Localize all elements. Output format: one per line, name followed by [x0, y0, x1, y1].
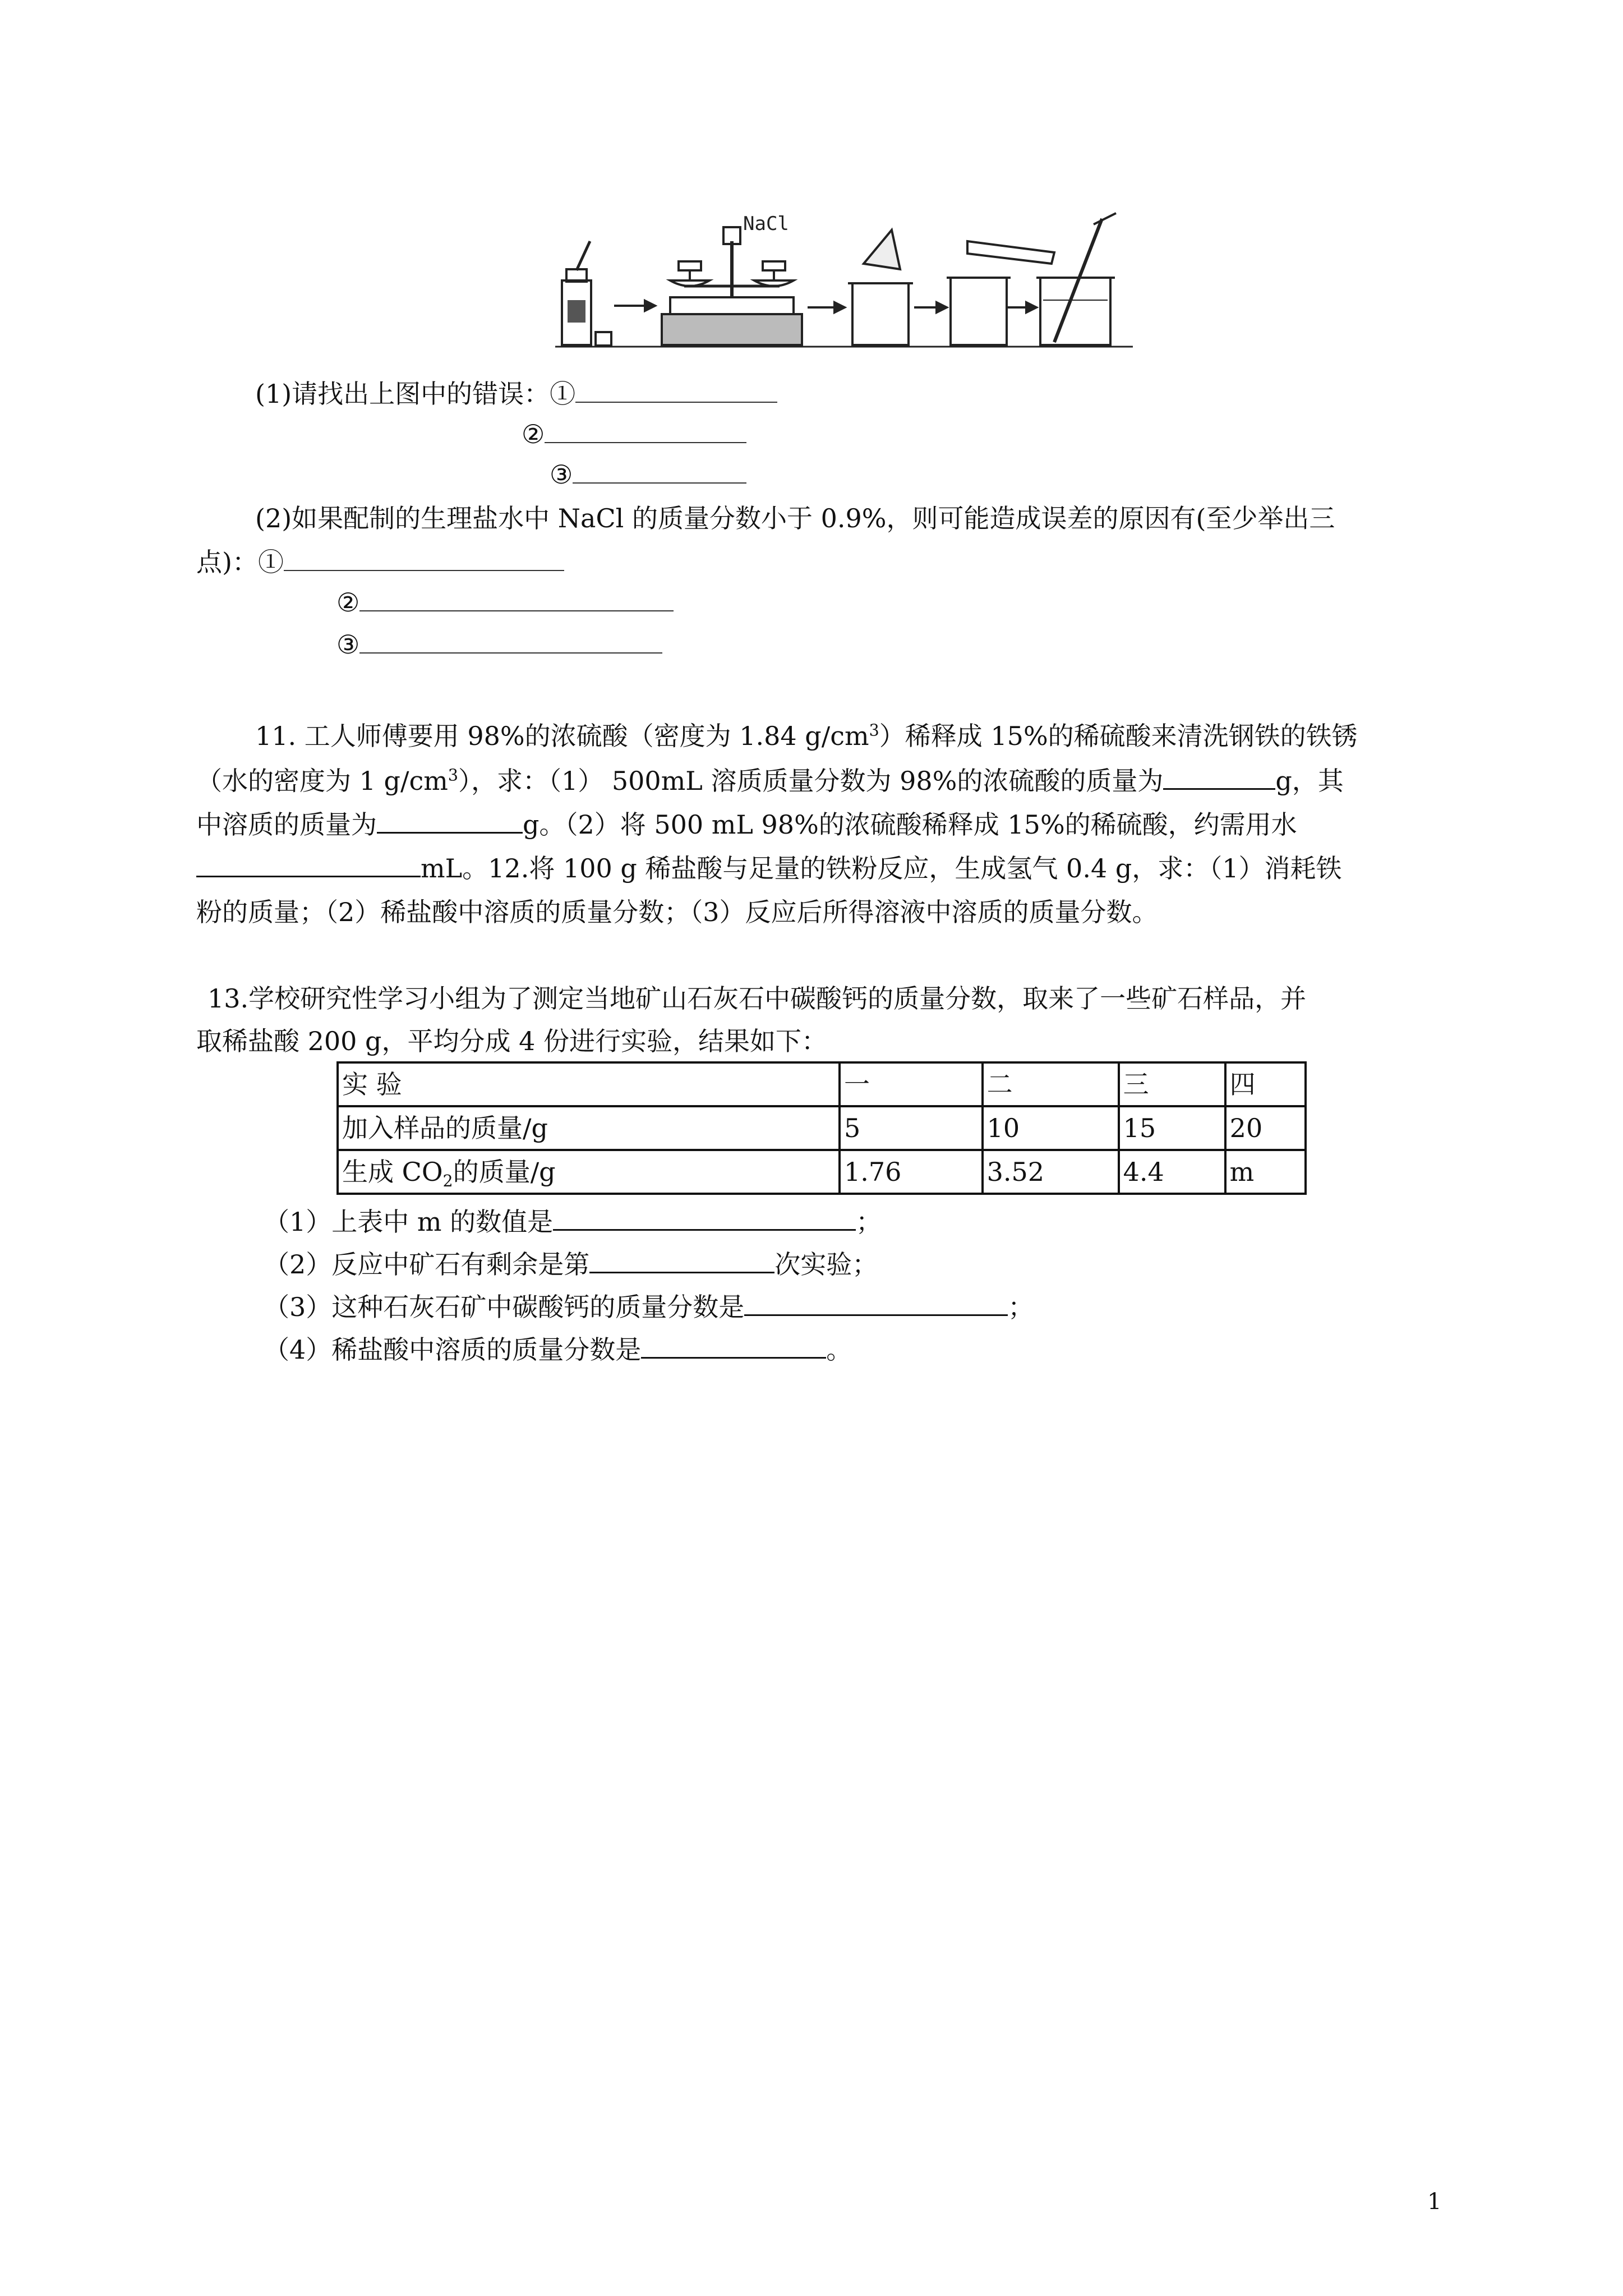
- q13-sub4-end: 。: [826, 1335, 852, 1365]
- q11-line2: [196, 762, 1344, 800]
- q13-sub2: [264, 1245, 878, 1284]
- q11-text: ），求：（1） 500mL 溶质质量分数为 98%的浓硫酸的质量为: [458, 766, 1164, 796]
- answer-blank[interactable]: [744, 1289, 1008, 1316]
- q13-line2: 取稀盐酸 200 g，平均分成 4 份进行实验，结果如下：: [196, 1026, 828, 1056]
- table-row: [338, 1062, 1306, 1106]
- q10-part1-line1: [255, 375, 777, 413]
- lab-apparatus-figure: [550, 208, 1138, 353]
- q10-part2-line4: [336, 625, 662, 664]
- q11-text: g，其: [1275, 766, 1344, 796]
- q10-part2-label: 点)：①: [196, 547, 284, 577]
- q11-text: 中溶质的质量为: [196, 809, 377, 840]
- subscript: 2: [442, 1171, 453, 1190]
- q11-line1: [255, 717, 1358, 756]
- answer-blank[interactable]: [641, 1331, 826, 1359]
- q13-sub3-end: ；: [1008, 1292, 1034, 1322]
- q13-line1: 13.学校研究性学习小组为了测定当地矿山石灰石中碳酸钙的质量分数，取来了一些矿石样品，并: [208, 983, 1307, 1014]
- q10-part1-line3: [550, 455, 746, 494]
- q13-sub2-end: 次实验；: [774, 1249, 878, 1280]
- table-cell: 二: [983, 1062, 1119, 1106]
- answer-blank[interactable]: [573, 457, 746, 484]
- table-cell: 加入样品的质量/g: [338, 1106, 840, 1150]
- co2-label-unit: 的质量/g: [453, 1156, 556, 1187]
- q13-sub3: [264, 1288, 1034, 1327]
- table-cell: 一: [840, 1062, 983, 1106]
- table-cell: 10: [983, 1106, 1119, 1150]
- answer-blank[interactable]: [359, 585, 674, 611]
- table-cell: 4.4: [1119, 1150, 1225, 1194]
- co2-label: 生成 CO: [342, 1156, 443, 1187]
- answer-blank[interactable]: [545, 416, 746, 443]
- table-cell: 3.52: [983, 1150, 1119, 1194]
- table-row: [338, 1150, 1306, 1194]
- q10-part1-item2: ②: [522, 419, 545, 449]
- q11-text: （水的密度为 1 g/cm: [196, 766, 448, 796]
- q13-sub4-text: （4）稀盐酸中溶质的质量分数是: [264, 1335, 642, 1365]
- q13-sub4: [264, 1331, 852, 1369]
- table-cell: 15: [1119, 1106, 1225, 1150]
- table-row: [338, 1106, 1306, 1150]
- answer-blank[interactable]: [284, 544, 564, 571]
- q11-text: ）稀释成 15%的稀硫酸来清洗钢铁的铁锈: [879, 721, 1358, 751]
- q10-part2-item2: ②: [336, 587, 360, 618]
- q12-text: mL。12.将 100 g 稀盐酸与足量的铁粉反应，生成氢气 0.4 g，求：（1）消耗铁: [421, 853, 1342, 884]
- results-table: [336, 1061, 1307, 1195]
- q13-sub1: [264, 1203, 882, 1241]
- table-cell: m: [1225, 1150, 1306, 1194]
- q10-part1-item3: ③: [550, 459, 573, 490]
- q10-part2-item3: ③: [336, 629, 360, 660]
- q11-line3: [196, 806, 1297, 844]
- answer-blank[interactable]: [553, 1203, 856, 1231]
- q13-sub3-text: （3）这种石灰石矿中碳酸钙的质量分数是: [264, 1292, 745, 1322]
- answer-blank[interactable]: [377, 806, 523, 834]
- page-number: 1: [1427, 2189, 1442, 2215]
- table-cell: 四: [1225, 1062, 1306, 1106]
- table-cell: 20: [1225, 1106, 1306, 1150]
- q11-line4: [196, 849, 1342, 888]
- answer-blank[interactable]: [196, 850, 421, 877]
- answer-blank[interactable]: [589, 1246, 774, 1273]
- q13-sub1-end: ；: [856, 1207, 882, 1237]
- table-cell: 5: [840, 1106, 983, 1150]
- table-cell: 三: [1119, 1062, 1225, 1106]
- q11-text: g。（2）将 500 mL 98%的浓硫酸稀释成 15%的稀硫酸，约需用水: [523, 809, 1297, 840]
- q13-sub2-text: （2）反应中矿石有剩余是第: [264, 1249, 590, 1280]
- q10-part1-label: (1)请找出上图中的错误：①: [255, 379, 576, 409]
- answer-blank[interactable]: [359, 627, 662, 654]
- q10-part2-line3: [336, 583, 674, 622]
- q12-line5: 粉的质量；（2）稀盐酸中溶质的质量分数；（3）反应后所得溶液中溶质的质量分数。: [196, 897, 1158, 927]
- table-cell: 1.76: [840, 1150, 983, 1194]
- table-cell: 实 验: [338, 1062, 840, 1106]
- q13-sub1-text: （1）上表中 m 的数值是: [264, 1207, 554, 1237]
- superscript: 3: [869, 721, 879, 740]
- figure-nacl-label: NaCl: [743, 213, 789, 235]
- q10-part1-line2: [522, 415, 746, 454]
- table-cell: [338, 1150, 840, 1194]
- answer-blank[interactable]: [575, 376, 777, 403]
- q10-part2-line2: [196, 543, 564, 582]
- superscript: 3: [448, 766, 458, 785]
- answer-blank[interactable]: [1163, 762, 1275, 790]
- q10-part2-line1: (2)如果配制的生理盐水中 NaCl 的质量分数小于 0.9%，则可能造成误差的原因有(至少举出三: [255, 503, 1335, 533]
- q11-text: 11. 工人师傅要用 98%的浓硫酸（密度为 1.84 g/cm: [255, 721, 869, 751]
